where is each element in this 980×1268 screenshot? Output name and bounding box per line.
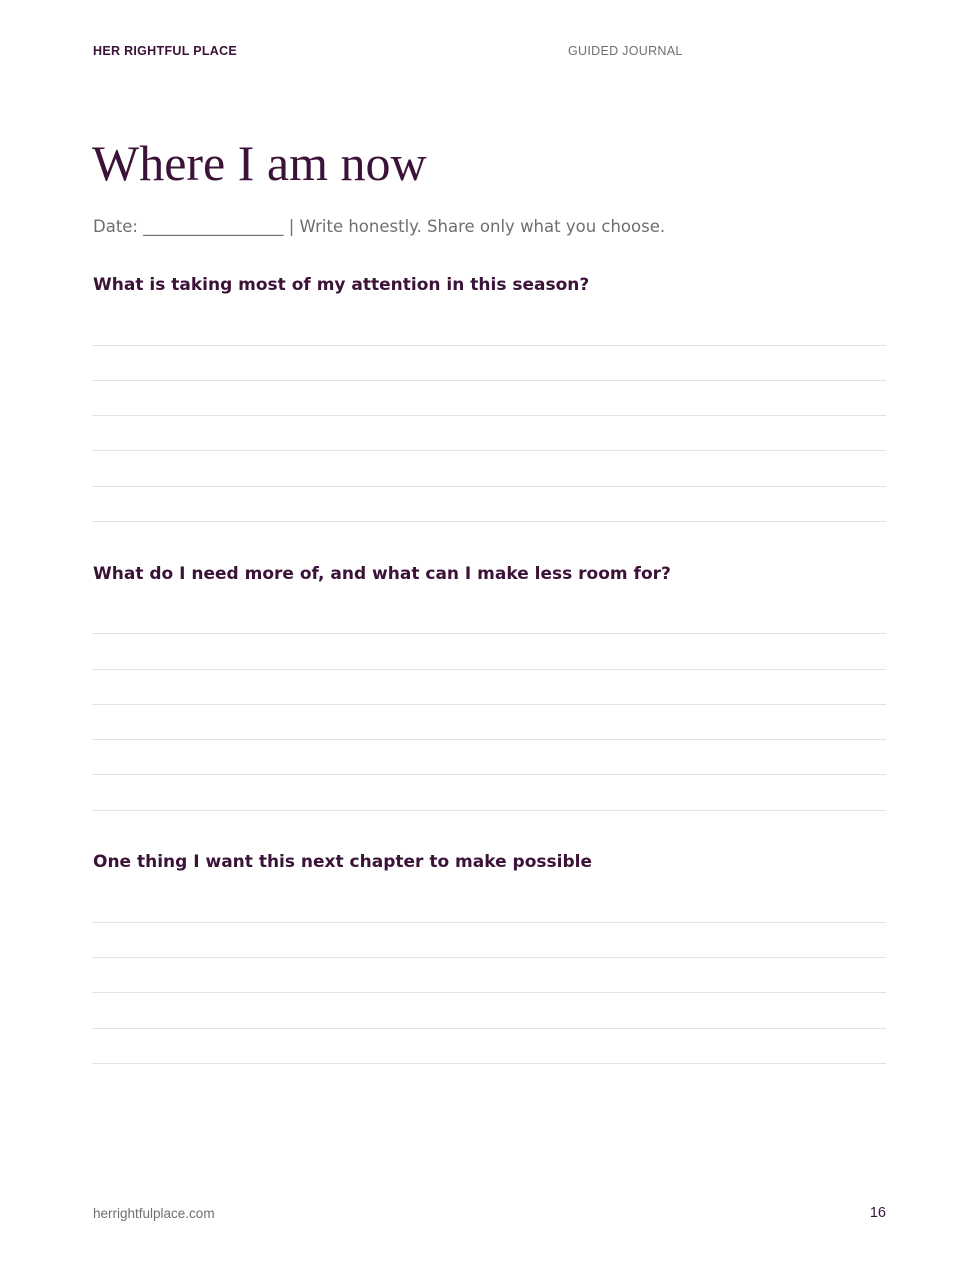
writing-line[interactable] — [92, 450, 886, 451]
writing-line[interactable] — [92, 957, 886, 958]
section-label: GUIDED JOURNAL — [568, 44, 683, 58]
prompt-question-3: One thing I want this next chapter to make possible — [93, 852, 592, 872]
writing-line[interactable] — [92, 669, 886, 670]
writing-line[interactable] — [92, 521, 886, 522]
writing-line[interactable] — [92, 380, 886, 381]
writing-line[interactable] — [92, 415, 886, 416]
writing-line[interactable] — [92, 345, 886, 346]
writing-line[interactable] — [92, 704, 886, 705]
brand-name: HER RIGHTFUL PLACE — [93, 44, 238, 58]
writing-line[interactable] — [92, 992, 886, 993]
date-line: Date: _________________ | Write honestly. Share only what you choose. — [93, 217, 666, 236]
writing-line[interactable] — [92, 810, 886, 811]
writing-line[interactable] — [92, 922, 886, 923]
writing-line[interactable] — [92, 1028, 886, 1029]
footer-website: herrightfulplace.com — [93, 1206, 215, 1221]
writing-line[interactable] — [92, 633, 886, 634]
writing-line[interactable] — [92, 739, 886, 740]
page-title: Where I am now — [92, 135, 427, 191]
writing-line[interactable] — [92, 486, 886, 487]
writing-line[interactable] — [92, 1063, 886, 1064]
prompt-question-1: What is taking most of my attention in this season? — [93, 275, 590, 295]
writing-line[interactable] — [92, 774, 886, 775]
prompt-question-2: What do I need more of, and what can I make less room for? — [93, 564, 671, 584]
page-number: 16 — [869, 1205, 886, 1221]
